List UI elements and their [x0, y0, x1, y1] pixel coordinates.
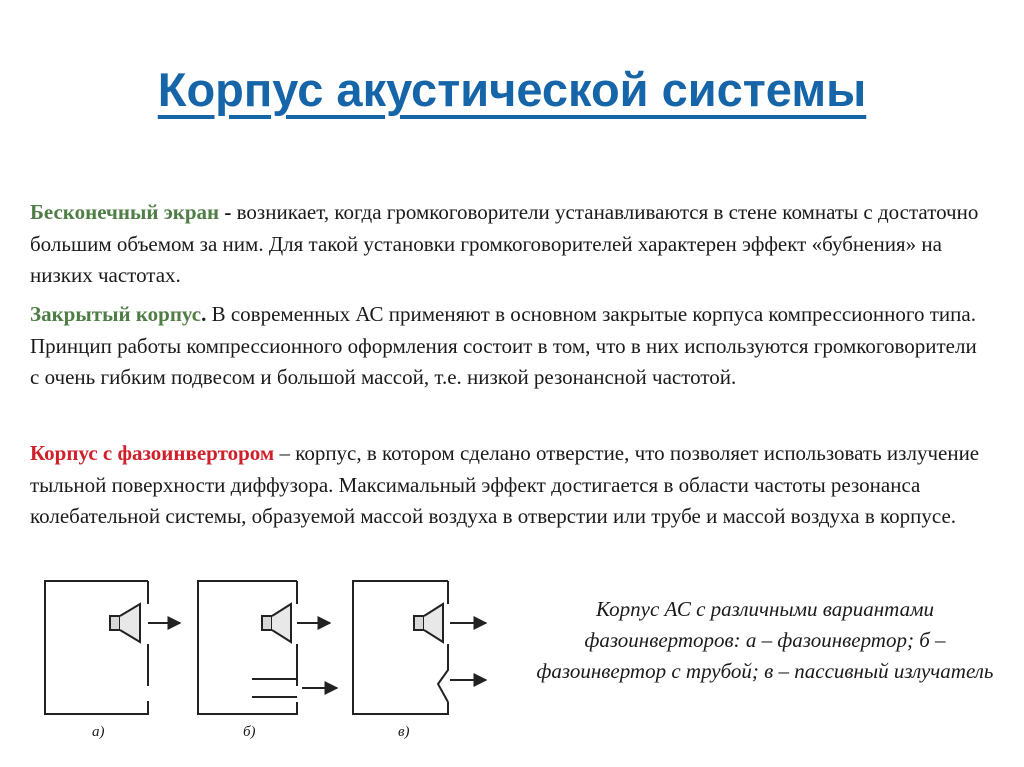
- diagram-label-b: б): [243, 724, 256, 740]
- paragraph-text: возникает, когда громкоговорители устанавливаются в стене комнаты с достаточно большим объемом за ним. Для такой установки громкоговорителей характерен эффект «бубнения» на низких частотах.: [30, 200, 979, 287]
- paragraph-infinite-baffle: [30, 197, 990, 292]
- diagram-label-a: а): [92, 724, 105, 740]
- term-closed-box: Закрытый корпус: [30, 302, 202, 326]
- enclosure-diagrams: [40, 574, 500, 764]
- paragraph-text: В современных АС применяют в основном закрытые корпуса компрессионного типа. Принцип работы компрессионного оформления состоит в том, что в них используются громкоговорители с очень гибким подвесом и большой массой, т.е. низкой резонансной частотой.: [30, 302, 977, 389]
- slide-title: Корпус акустической системы: [157, 63, 867, 116]
- diagram-b-tube-port: [198, 581, 337, 714]
- term-bass-reflex: Корпус с фазоинвертором: [30, 441, 275, 465]
- term-infinite-baffle: Бесконечный экран: [30, 200, 220, 224]
- paragraph-closed-box: [30, 299, 990, 394]
- diagram-c-passive-radiator: [353, 581, 486, 714]
- diagram-label-c: в): [398, 724, 410, 740]
- diagram-a-bass-reflex: [45, 581, 180, 714]
- separator: -: [219, 200, 237, 224]
- separator: –: [274, 441, 296, 465]
- figure-caption: Корпус АС с различными вариантами фазоинверторов: а – фазоинвертор; б – фазоинвертор с трубой; в – пассивный излучатель: [536, 597, 994, 683]
- enclosure-diagrams-svg: [40, 574, 500, 724]
- separator: .: [201, 302, 212, 326]
- paragraph-text: корпус, в котором сделано отверстие, что позволяет использовать излучение тыльной поверхности диффузора. Максимальный эффект достигается в области частоты резонанса колебательной системы, образуемой массой воздуха в отверстии или трубе и массой воздуха в корпусе.: [30, 441, 980, 528]
- paragraph-bass-reflex: [30, 438, 990, 533]
